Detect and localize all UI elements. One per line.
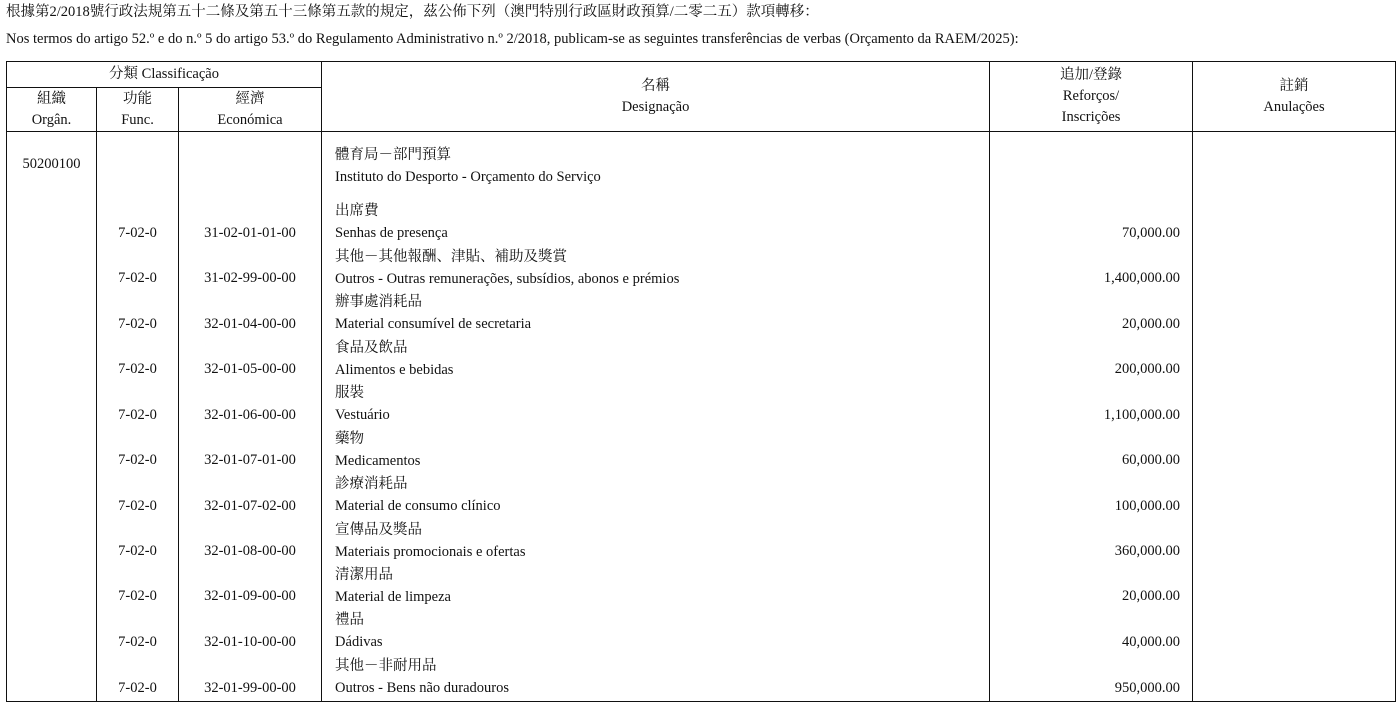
row-designation — [322, 473, 990, 518]
table-row — [7, 200, 1396, 245]
table-row — [7, 428, 1396, 473]
header-organ — [7, 88, 97, 132]
header-economic — [179, 88, 322, 132]
row-designation — [322, 564, 990, 609]
row-economic-code: 31-02-01-01-00 — [179, 200, 322, 245]
row-annulment-amount — [1193, 337, 1396, 382]
row-organ — [7, 291, 97, 336]
row-organ — [7, 564, 97, 609]
row-economic-code: 32-01-05-00-00 — [179, 337, 322, 382]
row-annulment-amount — [1193, 428, 1396, 473]
row-designation-pt: Outros - Outras remunerações, subsídios, abonos e prémios — [335, 270, 680, 287]
table-row — [7, 291, 1396, 336]
row-function-code: 7-02-0 — [97, 200, 179, 245]
header-function-pt: Func. — [121, 111, 154, 128]
row-economic-code: 32-01-09-00-00 — [179, 564, 322, 609]
row-economic-code: 32-01-04-00-00 — [179, 291, 322, 336]
row-reinforcement-amount: 1,100,000.00 — [990, 382, 1193, 427]
row-annulment-amount — [1193, 473, 1396, 518]
row-organ — [7, 382, 97, 427]
row-annulment-amount — [1193, 609, 1396, 654]
row-designation-pt: Material consumível de secretaria — [335, 316, 532, 333]
row-designation — [322, 428, 990, 473]
intro-text-chinese: 根據第2/2018號行政法規第五十二條及第五十三條第五款的規定，茲公佈下列（澳門特別行政區財政預算/二零二五）款項轉移： — [6, 4, 819, 20]
row-economic-code: 31-02-99-00-00 — [179, 246, 322, 291]
row-annulment-amount — [1193, 291, 1396, 336]
table-row — [7, 519, 1396, 564]
row-function-code: 7-02-0 — [97, 655, 179, 702]
row-annulment-amount — [1193, 564, 1396, 609]
row-economic-code: 32-01-99-00-00 — [179, 655, 322, 702]
row-designation-pt: Material de consumo clínico — [335, 498, 501, 515]
row-reinforcement-amount: 20,000.00 — [990, 564, 1193, 609]
header-function-zh: 功能 — [123, 90, 152, 107]
row-reinforcement-amount: 1,400,000.00 — [990, 246, 1193, 291]
row-reinforcement-amount: 360,000.00 — [990, 519, 1193, 564]
row-organ — [7, 428, 97, 473]
row-designation — [322, 337, 990, 382]
row-designation-zh: 藥物 — [335, 430, 365, 447]
row-function-code: 7-02-0 — [97, 291, 179, 336]
header-annulments-pt: Anulações — [1263, 99, 1325, 115]
row-function-code: 7-02-0 — [97, 609, 179, 654]
row-annulment-amount — [1193, 246, 1396, 291]
row-function-code: 7-02-0 — [97, 382, 179, 427]
row-annulment-amount — [1193, 200, 1396, 245]
row-designation-pt: Vestuário — [335, 407, 390, 424]
row-reinforcement-amount: 100,000.00 — [990, 473, 1193, 518]
section-reinforcement-empty — [990, 132, 1193, 201]
row-economic-code: 32-01-06-00-00 — [179, 382, 322, 427]
row-organ — [7, 655, 97, 702]
table-row — [7, 655, 1396, 702]
row-designation-pt: Materiais promocionais e ofertas — [335, 543, 526, 560]
section-designation — [322, 132, 990, 201]
row-organ — [7, 609, 97, 654]
header-organ-zh: 組織 — [37, 90, 66, 107]
budget-transfer-table — [6, 61, 1396, 702]
table-row — [7, 473, 1396, 518]
section-annulment-empty — [1193, 132, 1396, 201]
header-annulments-zh: 註銷 — [1279, 78, 1309, 94]
section-econ-empty — [179, 132, 322, 201]
row-organ — [7, 200, 97, 245]
row-designation-zh: 食品及飲品 — [335, 339, 408, 356]
row-designation — [322, 382, 990, 427]
section-func-empty — [97, 132, 179, 201]
section-name-pt: Instituto do Desporto - Orçamento do Serviço — [335, 169, 601, 185]
row-designation-zh: 宣傳品及獎品 — [335, 521, 423, 538]
row-designation-zh: 禮品 — [335, 612, 365, 629]
header-reinforcements — [990, 62, 1193, 132]
row-economic-code: 32-01-07-01-00 — [179, 428, 322, 473]
row-designation — [322, 246, 990, 291]
row-annulment-amount — [1193, 382, 1396, 427]
table-row — [7, 246, 1396, 291]
table-row — [7, 564, 1396, 609]
header-reinforcements-zh: 追加/登錄 — [1060, 67, 1123, 83]
row-designation-pt: Senhas de presença — [335, 225, 448, 242]
row-organ — [7, 337, 97, 382]
row-designation-pt: Dádivas — [335, 634, 383, 651]
row-designation-pt: Outros - Bens não duradouros — [335, 679, 510, 696]
section-organ-code: 50200100 — [7, 132, 97, 201]
row-function-code: 7-02-0 — [97, 246, 179, 291]
row-function-code: 7-02-0 — [97, 519, 179, 564]
row-economic-code: 32-01-07-02-00 — [179, 473, 322, 518]
row-organ — [7, 246, 97, 291]
row-designation — [322, 200, 990, 245]
row-designation-zh: 診療消耗品 — [335, 476, 408, 493]
row-designation — [322, 609, 990, 654]
table-row — [7, 609, 1396, 654]
row-designation-pt: Material de limpeza — [335, 588, 451, 605]
row-designation-zh: 出席費 — [335, 203, 379, 220]
header-classification: 分類 Classificação — [7, 62, 322, 88]
header-annulments — [1193, 62, 1396, 132]
header-designation-zh: 名稱 — [641, 77, 671, 94]
row-annulment-amount — [1193, 655, 1396, 702]
row-organ — [7, 519, 97, 564]
intro-text-portuguese: Nos termos do artigo 52.º e do n.º 5 do artigo 53.º do Regulamento Administrativo n.º 2/2018, publicam-se as seguintes transferências de verbas (Orçamento da RAEM/2025): — [6, 31, 1019, 47]
row-designation — [322, 655, 990, 702]
row-reinforcement-amount: 40,000.00 — [990, 609, 1193, 654]
row-designation-pt: Medicamentos — [335, 452, 421, 469]
row-annulment-amount — [1193, 519, 1396, 564]
table-row — [7, 337, 1396, 382]
section-name-zh: 體育局－部門預算 — [335, 147, 452, 163]
row-reinforcement-amount: 60,000.00 — [990, 428, 1193, 473]
row-function-code: 7-02-0 — [97, 428, 179, 473]
row-reinforcement-amount: 950,000.00 — [990, 655, 1193, 702]
section-row — [7, 132, 1396, 201]
header-economic-zh: 經濟 — [235, 90, 265, 107]
row-designation-zh: 清潔用品 — [335, 566, 394, 583]
row-function-code: 7-02-0 — [97, 564, 179, 609]
row-reinforcement-amount: 70,000.00 — [990, 200, 1193, 245]
header-reinforcements-pt2: Inscrições — [1061, 109, 1121, 125]
header-reinforcements-pt1: Reforços/ — [1062, 88, 1120, 104]
row-economic-code: 32-01-08-00-00 — [179, 519, 322, 564]
header-organ-pt: Orgân. — [31, 111, 72, 128]
header-function — [97, 88, 179, 132]
row-designation-zh: 其他－其他報酬、津貼、補助及獎賞 — [335, 248, 568, 265]
header-economic-pt: Económica — [217, 111, 283, 128]
row-designation-zh: 服裝 — [335, 385, 365, 402]
row-reinforcement-amount: 200,000.00 — [990, 337, 1193, 382]
header-designation-pt: Designação — [621, 98, 690, 115]
row-reinforcement-amount: 20,000.00 — [990, 291, 1193, 336]
row-designation — [322, 291, 990, 336]
row-function-code: 7-02-0 — [97, 473, 179, 518]
row-designation-pt: Alimentos e bebidas — [335, 361, 454, 378]
row-economic-code: 32-01-10-00-00 — [179, 609, 322, 654]
row-designation — [322, 519, 990, 564]
row-designation-zh: 辦事處消耗品 — [335, 294, 423, 311]
table-row — [7, 382, 1396, 427]
header-designation — [322, 62, 990, 132]
row-organ — [7, 473, 97, 518]
row-function-code: 7-02-0 — [97, 337, 179, 382]
row-designation-zh: 其他－非耐用品 — [335, 657, 437, 674]
